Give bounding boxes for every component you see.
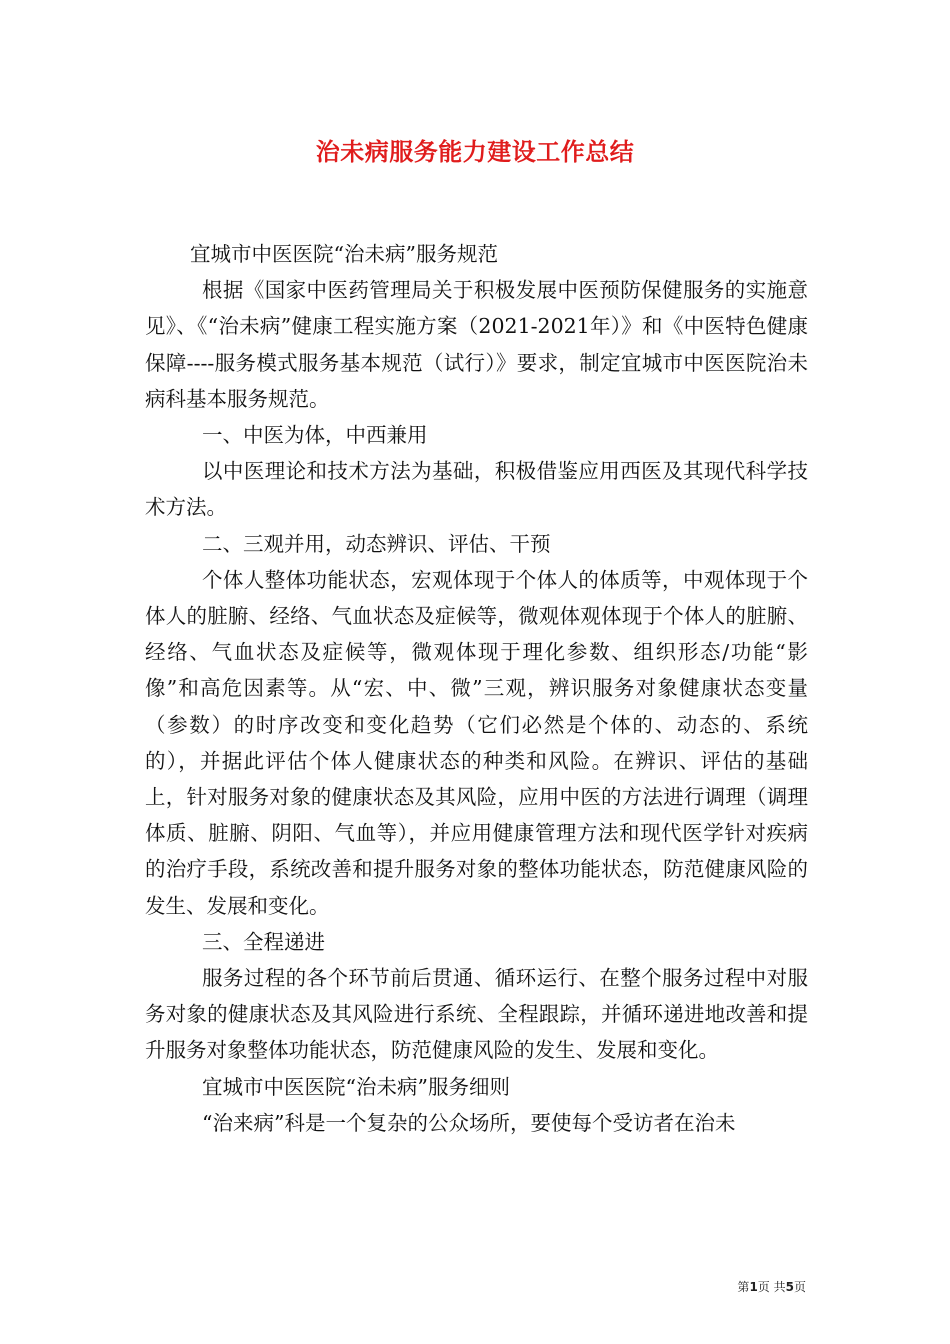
paragraph-intro: 根据《国家中医药管理局关于积极发展中医预防保健服务的实施意见》、《“治未病”健康工程实施方案（2021-2021年）》和《中医特色健康保障----服务模式服务基本规范（试行）》要求，制定宜城市中医医院治未病科基本服务规范。 xyxy=(145,278,808,411)
paragraph-section-1: 以中医理论和技术方法为基础，积极借鉴应用西医及其现代科学技术方法。 xyxy=(145,459,808,520)
paragraph-subheading-1: 宜城市中医医院“治未病”服务规范 xyxy=(190,242,498,266)
section-heading-2: 二、三观并用，动态辨识、评估、干预 xyxy=(202,531,551,556)
paragraph-section-2: 个体人整体功能状态，宏观体现于个体人的体质等，中观体现于个体人的脏腑、经络、气血状态及症候等，微观体观体现于个体人的脏腑、经络、气血状态及症候等，微观体现于理化参数、组织形态/功能“影像”和高危因素等。从“宏、中、微”三观，辨识服务对象健康状态变量（参数）的时序改变和变化趋势（它们必然是个体的、动态的、系统的），并据此评估个体人健康状态的种类和风险。在辨识、评估的基础上，针对服务对象的健康状态及其风险，应用中医的方法进行调理（调理体质、脏腑、阴阳、气血等），并应用健康管理方法和现代医学针对疾病的治疗手段，系统改善和提升服务对象的整体功能状态，防范健康风险的发生、发展和变化。 xyxy=(145,567,808,918)
paragraph-section-3: 服务过程的各个环节前后贯通、循环运行、在整个服务过程中对服务对象的健康状态及其风险进行系统、全程跟踪，并循环递进地改善和提升服务对象整体功能状态，防范健康风险的发生、发展和变化。 xyxy=(145,966,808,1063)
document-body xyxy=(145,236,808,1141)
document-title: 治未病服务能力建设工作总结 xyxy=(315,138,635,166)
footer-suffix: 页 xyxy=(793,1280,806,1294)
paragraph-continued: “治来病”科是一个复杂的公众场所，要使每个受访者在治未 xyxy=(202,1110,736,1135)
footer-page-number: 1 xyxy=(749,1280,758,1294)
footer-total-pages: 5 xyxy=(785,1280,794,1294)
footer-middle: 页 共 xyxy=(757,1280,786,1294)
section-heading-3: 三、全程递进 xyxy=(202,929,325,954)
section-heading-1: 一、中医为体，中西兼用 xyxy=(202,423,428,448)
paragraph-subheading-2: 宜城市中医医院“治未病”服务细则 xyxy=(202,1074,510,1099)
footer-prefix: 第 xyxy=(737,1280,750,1294)
page-footer xyxy=(737,1278,806,1295)
